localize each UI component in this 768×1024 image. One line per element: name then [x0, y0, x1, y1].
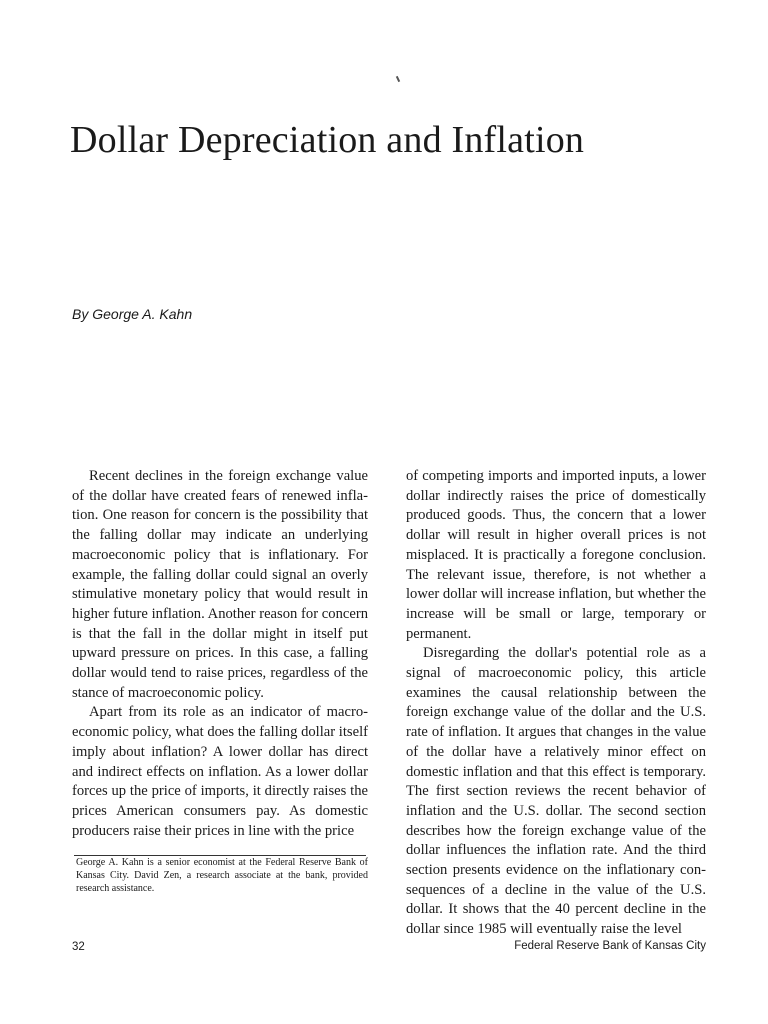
- footer-publisher: Federal Reserve Bank of Kansas City: [514, 940, 706, 952]
- stray-ink-mark: [396, 76, 400, 82]
- page-number: 32: [72, 941, 85, 953]
- footnote-divider: [74, 855, 366, 856]
- article-title: Dollar Depreciation and Inflation: [70, 119, 585, 161]
- body-paragraph: of competing imports and imported inputs, a lower dollar indirectly raises the price of domestically produced goods. Thus, the concern that a lower dollar will result in higher overall prices is not misplaced. It is practically a foregone conclusion. The relevant issue, therefore, is not whether a lower dollar will increase inflation, but whether the increase will be small or large, temporary or permanent.: [406, 468, 706, 642]
- author-footnote: George A. Kahn is a senior economist at the Federal Reserve Bank of Kansas City. David Zen, a research associate at the bank, provided research assistance.: [76, 857, 368, 894]
- body-paragraph: Disregarding the dollar's potential role as a signal of macroeconomic policy, this article examines the causal relationship between the foreign exchange value of the dollar and the U.S. rate of inflation. It argues that changes in the value of the dollar have a relatively minor effect on domestic inflation and that this effect is temporary. The first section reviews the recent behavior of inflation and the U.S. dollar. The second section describes how the foreign exchange value of the dollar influences the inflation rate. And the third section presents evidence on the inflationary consequences of a decline in the value of the U.S. dollar. It shows that the 40 percent decline in the dollar since 1985 will eventually raise the level: [406, 645, 706, 938]
- right-column: [406, 467, 706, 940]
- body-paragraph: Recent declines in the foreign exchange value of the dollar have created fears of renewed inflation. One reason for concern is the possibility that the falling dollar may indicate an underlying macroeconomic policy that is inflationary. For example, the falling dollar could signal an overly stimulative monetary policy that would result in higher future inflation. Another reason for concern is that the fall in the dollar might in itself put upward pressure on prices. In this case, a falling dollar would tend to raise prices, regardless of the stance of macroeconomic policy.: [72, 468, 368, 701]
- left-column: [72, 467, 368, 841]
- body-paragraph: Apart from its role as an indicator of macroeconomic policy, what does the falling dollar itself imply about inflation? A lower dollar has direct and indirect effects on inflation. As a lower dollar forces up the price of imports, it directly raises the prices American consumers pay. As domestic producers raise their prices in line with the price: [72, 704, 368, 839]
- author-byline: By George A. Kahn: [72, 306, 193, 322]
